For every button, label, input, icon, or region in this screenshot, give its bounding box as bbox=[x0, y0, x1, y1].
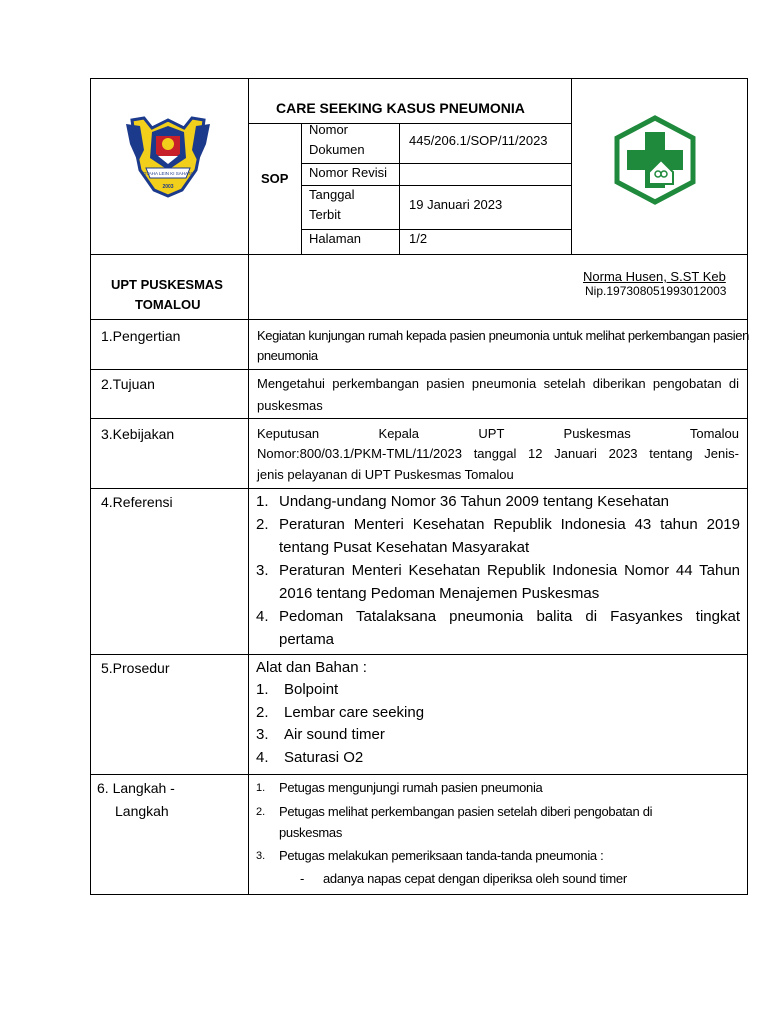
prosedur-label: 5.Prosedur bbox=[101, 660, 170, 676]
langkah-sub-bullet: - bbox=[300, 871, 305, 886]
kebijakan-label: 3.Kebijakan bbox=[101, 426, 175, 442]
prosedur-item-2-text: Lembar care seeking bbox=[284, 704, 425, 721]
pengertian-text-line1: Kegiatan kunjungan rumah kepada pasien pneumonia untuk melihat perkembangan pasien bbox=[257, 328, 749, 343]
referensi-item-2-line1: Peraturan Menteri Kesehatan Republik Indonesia 43 tahun 2019 bbox=[279, 516, 740, 533]
table-border-bottom bbox=[90, 894, 748, 895]
tujuan-label: 2.Tujuan bbox=[101, 376, 155, 392]
referensi-item-1-num: 1. bbox=[256, 493, 269, 510]
prosedur-heading: Alat dan Bahan : bbox=[256, 659, 367, 676]
langkah-label-line2: Langkah bbox=[115, 803, 169, 819]
pengertian-text-line2: pneumonia bbox=[257, 348, 318, 363]
org-name-line1: UPT PUSKESMAS bbox=[111, 277, 223, 292]
langkah-sub-text: adanya napas cepat dengan diperiksa oleh sound timer bbox=[323, 871, 627, 886]
tanggal-terbit-value: 19 Januari 2023 bbox=[409, 197, 503, 212]
prosedur-item-4-num: 4. bbox=[256, 749, 269, 766]
header-right-divider bbox=[571, 78, 572, 254]
column-divider bbox=[248, 78, 249, 895]
referensi-item-4-line2: pertama bbox=[279, 631, 335, 648]
field-row-line-1 bbox=[301, 163, 572, 164]
referensi-item-1-line1: Undang-undang Nomor 36 Tahun 2009 tentang Kesehatan bbox=[279, 493, 670, 510]
sop-label: SOP bbox=[261, 171, 289, 186]
tujuan-row-line bbox=[90, 418, 748, 419]
nomor-dokumen-label-1: Nomor bbox=[309, 122, 349, 137]
header-bottom-line bbox=[90, 254, 748, 255]
prosedur-item-2-num: 2. bbox=[256, 704, 269, 721]
header-field-divider-1 bbox=[301, 123, 302, 254]
kebijakan-row-line bbox=[90, 488, 748, 489]
puskesmas-logo bbox=[609, 114, 701, 206]
tujuan-text-line1: Mengetahui perkembangan pasien pneumonia setelah diberikan pengobatan di bbox=[257, 376, 739, 391]
langkah-item-1-line1: Petugas mengunjungi rumah pasien pneumonia bbox=[279, 780, 543, 795]
tanggal-terbit-label-2: Terbit bbox=[309, 207, 341, 222]
title-row-line bbox=[248, 123, 572, 124]
org-row-line bbox=[90, 319, 748, 320]
langkah-label-line1: 6. Langkah - bbox=[97, 780, 175, 796]
pengertian-row-line bbox=[90, 369, 748, 370]
org-name-line2: TOMALOU bbox=[135, 297, 201, 312]
signatory-nip: Nip.197308051993012003 bbox=[585, 284, 727, 298]
field-row-line-3 bbox=[301, 229, 572, 230]
table-border-left bbox=[90, 78, 91, 895]
referensi-item-3-line1: Peraturan Menteri Kesehatan Republik Indonesia Nomor 44 Tahun bbox=[279, 562, 740, 579]
referensi-item-2-num: 2. bbox=[256, 516, 269, 533]
prosedur-item-1-text: Bolpoint bbox=[284, 681, 339, 698]
prosedur-row-line bbox=[90, 774, 748, 775]
regional-emblem-icon bbox=[122, 110, 214, 200]
halaman-label: Halaman bbox=[309, 231, 362, 246]
langkah-item-2-line1: Petugas melihat perkembangan pasien setelah diberi pengobatan di bbox=[279, 804, 653, 819]
prosedur-item-3-text: Air sound timer bbox=[284, 726, 385, 743]
langkah-item-3-line1: Petugas melakukan pemeriksaan tanda-tanda pneumonia : bbox=[279, 848, 604, 863]
regional-emblem bbox=[122, 110, 214, 200]
tanggal-terbit-label-1: Tanggal bbox=[309, 187, 355, 202]
langkah-item-1-num: 1. bbox=[256, 782, 266, 794]
kebijakan-text-line3: jenis pelayanan di UPT Puskesmas Tomalou bbox=[257, 467, 514, 482]
pengertian-label: 1.Pengertian bbox=[101, 328, 181, 344]
field-row-line-2 bbox=[301, 185, 572, 186]
langkah-item-2-num: 2. bbox=[256, 806, 266, 818]
halaman-value: 1/2 bbox=[409, 231, 428, 246]
nomor-dokumen-label-2: Dokumen bbox=[309, 142, 365, 157]
tujuan-text-line2: puskesmas bbox=[257, 398, 323, 413]
nomor-revisi-label: Nomor Revisi bbox=[309, 165, 388, 180]
referensi-item-3-line2: 2016 tentang Pedoman Menajemen Puskesmas bbox=[279, 585, 600, 602]
header-field-divider-2 bbox=[399, 123, 400, 254]
kebijakan-text-line1: Keputusan Kepala UPT Puskesmas Tomalou bbox=[257, 426, 739, 441]
langkah-item-2-line2: puskesmas bbox=[279, 825, 343, 840]
svg-text:2003: 2003 bbox=[162, 184, 174, 190]
nomor-dokumen-value: 445/206.1/SOP/11/2023 bbox=[409, 133, 548, 148]
signatory-name: Norma Husen, S.ST Keb bbox=[583, 269, 726, 284]
referensi-label: 4.Referensi bbox=[101, 494, 173, 510]
svg-text:OTAHA LEIN KI SAHATA: OTAHA LEIN KI SAHATA bbox=[142, 171, 194, 176]
referensi-row-line bbox=[90, 654, 748, 655]
prosedur-item-1-num: 1. bbox=[256, 681, 269, 698]
prosedur-item-3-num: 3. bbox=[256, 726, 269, 743]
kebijakan-text-line2: Nomor:800/03.1/PKM-TML/11/2023 tanggal 12 Januari 2023 tentang Jenis- bbox=[257, 446, 739, 461]
referensi-item-4-num: 4. bbox=[256, 608, 269, 625]
referensi-item-3-num: 3. bbox=[256, 562, 269, 579]
document-title: CARE SEEKING KASUS PNEUMONIA bbox=[276, 100, 525, 116]
prosedur-item-4-text: Saturasi O2 bbox=[284, 749, 364, 766]
referensi-item-2-line2: tentang Pusat Kesehatan Masyarakat bbox=[279, 539, 530, 556]
table-border-right bbox=[747, 78, 748, 895]
table-border-top bbox=[90, 78, 748, 79]
langkah-item-3-num: 3. bbox=[256, 850, 266, 862]
puskesmas-logo-icon bbox=[609, 114, 701, 206]
referensi-item-4-line1: Pedoman Tatalaksana pneumonia balita di Fasyankes tingkat bbox=[279, 608, 740, 625]
